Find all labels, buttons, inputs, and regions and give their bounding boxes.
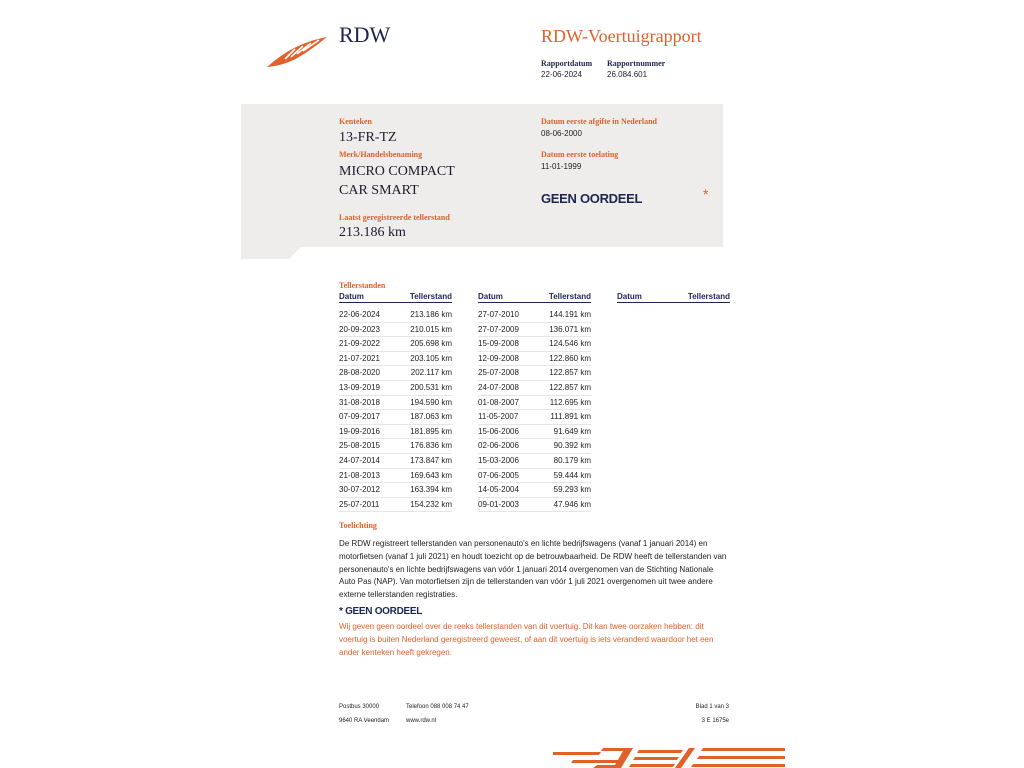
- verdict-asterisk: *: [703, 186, 709, 202]
- row-date: 01-08-2007: [478, 397, 519, 407]
- row-odometer: 213.186 km: [410, 310, 452, 319]
- row-odometer: 205.698 km: [410, 339, 452, 349]
- row-date: 24-07-2008: [478, 383, 519, 392]
- tellerstanden-title: Tellerstanden: [339, 281, 386, 290]
- table-row: [339, 482, 452, 498]
- report-number-label: Rapportnummer: [607, 59, 666, 68]
- row-odometer: 80.179 km: [553, 456, 591, 465]
- first-nl-label: Datum eerste afgifte in Nederland: [541, 117, 657, 126]
- row-odometer: 200.531 km: [410, 383, 452, 392]
- row-date: 11-05-2007: [478, 412, 519, 422]
- row-date: 25-07-2011: [339, 499, 380, 509]
- make-value-line2: CAR SMART: [339, 183, 419, 198]
- row-odometer: 59.444 km: [553, 470, 591, 480]
- row-date: 31-08-2018: [339, 397, 380, 407]
- table-row: [478, 438, 591, 454]
- row-date: 07-06-2005: [478, 470, 519, 480]
- row-date: 21-08-2013: [339, 470, 380, 480]
- row-odometer: 202.117 km: [410, 368, 452, 378]
- footer-stripes-decoration: [553, 746, 785, 768]
- geen-oordeel-title: * GEEN OORDEEL: [339, 606, 423, 617]
- footer-postbus: Postbus 30000: [339, 704, 380, 710]
- table-row: [478, 395, 591, 411]
- footer-city: 9640 RA Veendam: [339, 718, 390, 724]
- table-row: [339, 438, 452, 454]
- row-odometer: 203.105 km: [410, 353, 452, 363]
- row-odometer: 136.071 km: [549, 324, 591, 334]
- table-row: [339, 395, 452, 411]
- report-number-value: 26.084.601: [607, 70, 648, 79]
- report-date-value: 22-06-2024: [541, 70, 582, 79]
- row-date: 24-07-2014: [339, 456, 380, 465]
- row-date: 12-09-2008: [478, 353, 519, 363]
- row-date: 28-08-2020: [339, 368, 380, 378]
- row-date: 09-01-2003: [478, 499, 519, 509]
- footer-web[interactable]: www.rdw.nl: [406, 718, 437, 724]
- table-header-col1: [339, 292, 452, 303]
- row-date: 15-06-2006: [478, 426, 519, 436]
- row-date: 13-09-2019: [339, 383, 380, 392]
- row-date: 14-05-2004: [478, 485, 519, 495]
- row-date: 15-03-2006: [478, 456, 519, 465]
- row-odometer: 144.191 km: [549, 310, 591, 319]
- header-date: Datum: [478, 292, 503, 301]
- row-odometer: 47.946 km: [553, 499, 591, 509]
- row-odometer: 91.649 km: [553, 426, 591, 436]
- first-admission-value: 11-01-1999: [541, 162, 582, 171]
- row-date: 25-07-2008: [478, 368, 519, 378]
- table-row: [478, 482, 591, 498]
- verdict-text: GEEN OORDEEL: [541, 191, 643, 206]
- report-date-label: Rapportdatum: [541, 59, 593, 68]
- first-admission-label: Datum eerste toelating: [541, 150, 619, 159]
- table-row: [478, 380, 591, 396]
- row-date: 25-08-2015: [339, 441, 380, 451]
- row-odometer: 163.394 km: [410, 485, 452, 495]
- header-value: Tellerstand: [548, 292, 591, 301]
- table-row: [339, 468, 452, 484]
- row-odometer: 154.232 km: [410, 499, 452, 509]
- odometer-value: 213.186 km: [339, 225, 406, 240]
- first-nl-value: 08-06-2000: [541, 129, 582, 138]
- report-title: RDW-Voertuigrapport: [541, 26, 702, 46]
- rdw-logo-icon: [265, 35, 331, 69]
- table-row: [339, 424, 452, 440]
- table-row: [478, 497, 591, 513]
- row-date: 27-07-2009: [478, 324, 519, 334]
- row-odometer: 124.546 km: [549, 339, 591, 349]
- header-date: Datum: [617, 292, 642, 301]
- header-value: Tellerstand: [687, 292, 730, 301]
- panel-tail-shape: [241, 247, 301, 259]
- row-date: 22-06-2024: [339, 310, 380, 319]
- row-odometer: 111.891 km: [550, 412, 591, 422]
- row-date: 30-07-2012: [339, 485, 380, 495]
- plate-value: 13-FR-TZ: [339, 130, 397, 145]
- plate-label: Kenteken: [339, 117, 372, 126]
- row-odometer: 90.392 km: [553, 441, 591, 451]
- table-row: [339, 497, 452, 513]
- footer-code: 3 E 1675e: [701, 718, 729, 724]
- header-value: Tellerstand: [409, 292, 452, 301]
- table-row: [339, 351, 452, 367]
- row-odometer: 122.857 km: [549, 383, 591, 392]
- toelichting-title: Toelichting: [339, 521, 377, 530]
- make-label: Merk/Handelsbenaming: [339, 150, 423, 159]
- table-row: [478, 468, 591, 484]
- row-date: 15-09-2008: [478, 339, 519, 349]
- report-meta-number: [607, 59, 665, 79]
- brand-name: RDW: [339, 22, 391, 47]
- table-row: [478, 409, 591, 425]
- table-row: [339, 307, 452, 323]
- row-odometer: 112.695 km: [549, 397, 591, 407]
- table-header-col3: [617, 292, 730, 303]
- row-date: 21-07-2021: [339, 353, 380, 363]
- header-date: Datum: [339, 292, 364, 301]
- table-row: [339, 365, 452, 381]
- table-row: [339, 336, 452, 352]
- odometer-label: Laatst geregistreerde tellerstand: [339, 213, 450, 222]
- table-row: [478, 453, 591, 469]
- table-row: [478, 351, 591, 367]
- footer-phone: Telefoon 088 008 74 47: [406, 704, 469, 710]
- row-date: 02-06-2006: [478, 441, 519, 451]
- table-row: [339, 409, 452, 425]
- row-date: 07-09-2017: [339, 412, 380, 422]
- row-odometer: 181.895 km: [410, 426, 452, 436]
- table-row: [339, 453, 452, 469]
- row-date: 27-07-2010: [478, 310, 519, 319]
- make-value-line1: MICRO COMPACT: [339, 164, 455, 179]
- report-meta-date: [541, 59, 592, 79]
- row-odometer: 169.643 km: [410, 470, 452, 480]
- table-row: [478, 365, 591, 381]
- row-odometer: 122.860 km: [549, 353, 591, 363]
- geen-oordeel-text: Wij geven geen oordeel over de reeks tellerstanden van dit voertuig. Dit kan twee oorzaken hebben: dit voertuig is buiten Nederland geregistreerd geweest, of aan dit voertuig is iets veranderd waardoor het een ander kenteken heeft gekregen.: [339, 622, 714, 657]
- row-odometer: 187.063 km: [410, 412, 452, 422]
- toelichting-text: De RDW registreert tellerstanden van personenauto's en lichte bedrijfswagens (vanaf 1 januari 2014) en motorfietsen (vanaf 1 juli 2021) en houdt toezicht op de betrouwbaarheid. De RDW heeft de tellerstanden van personenauto's en lichte bedrijfswagens van vóór 1 januari 2014 overgenomen van de Stichting Nationale Auto Pas (NAP). Van motorfietsen zijn de tellerstanden van vóór 1 juli 2021 overgenomen uit twee andere externe tellerstanden registraties.: [339, 539, 727, 600]
- table-row: [339, 322, 452, 338]
- row-odometer: 122.857 km: [549, 368, 591, 378]
- table-header-col2: [478, 292, 591, 303]
- row-date: 21-09-2022: [339, 339, 380, 349]
- table-row: [478, 322, 591, 338]
- row-date: 20-09-2023: [339, 324, 380, 334]
- table-row: [478, 424, 591, 440]
- row-odometer: 210.015 km: [410, 324, 452, 334]
- row-odometer: 176.836 km: [410, 441, 452, 451]
- row-odometer: 59.293 km: [553, 485, 591, 495]
- row-odometer: 173.847 km: [410, 456, 452, 465]
- row-date: 19-09-2016: [339, 426, 380, 436]
- table-row: [478, 336, 591, 352]
- row-odometer: 194.590 km: [410, 397, 452, 407]
- table-row: [478, 307, 591, 323]
- table-row: [339, 380, 452, 396]
- footer-page: Blad 1 van 3: [695, 704, 729, 710]
